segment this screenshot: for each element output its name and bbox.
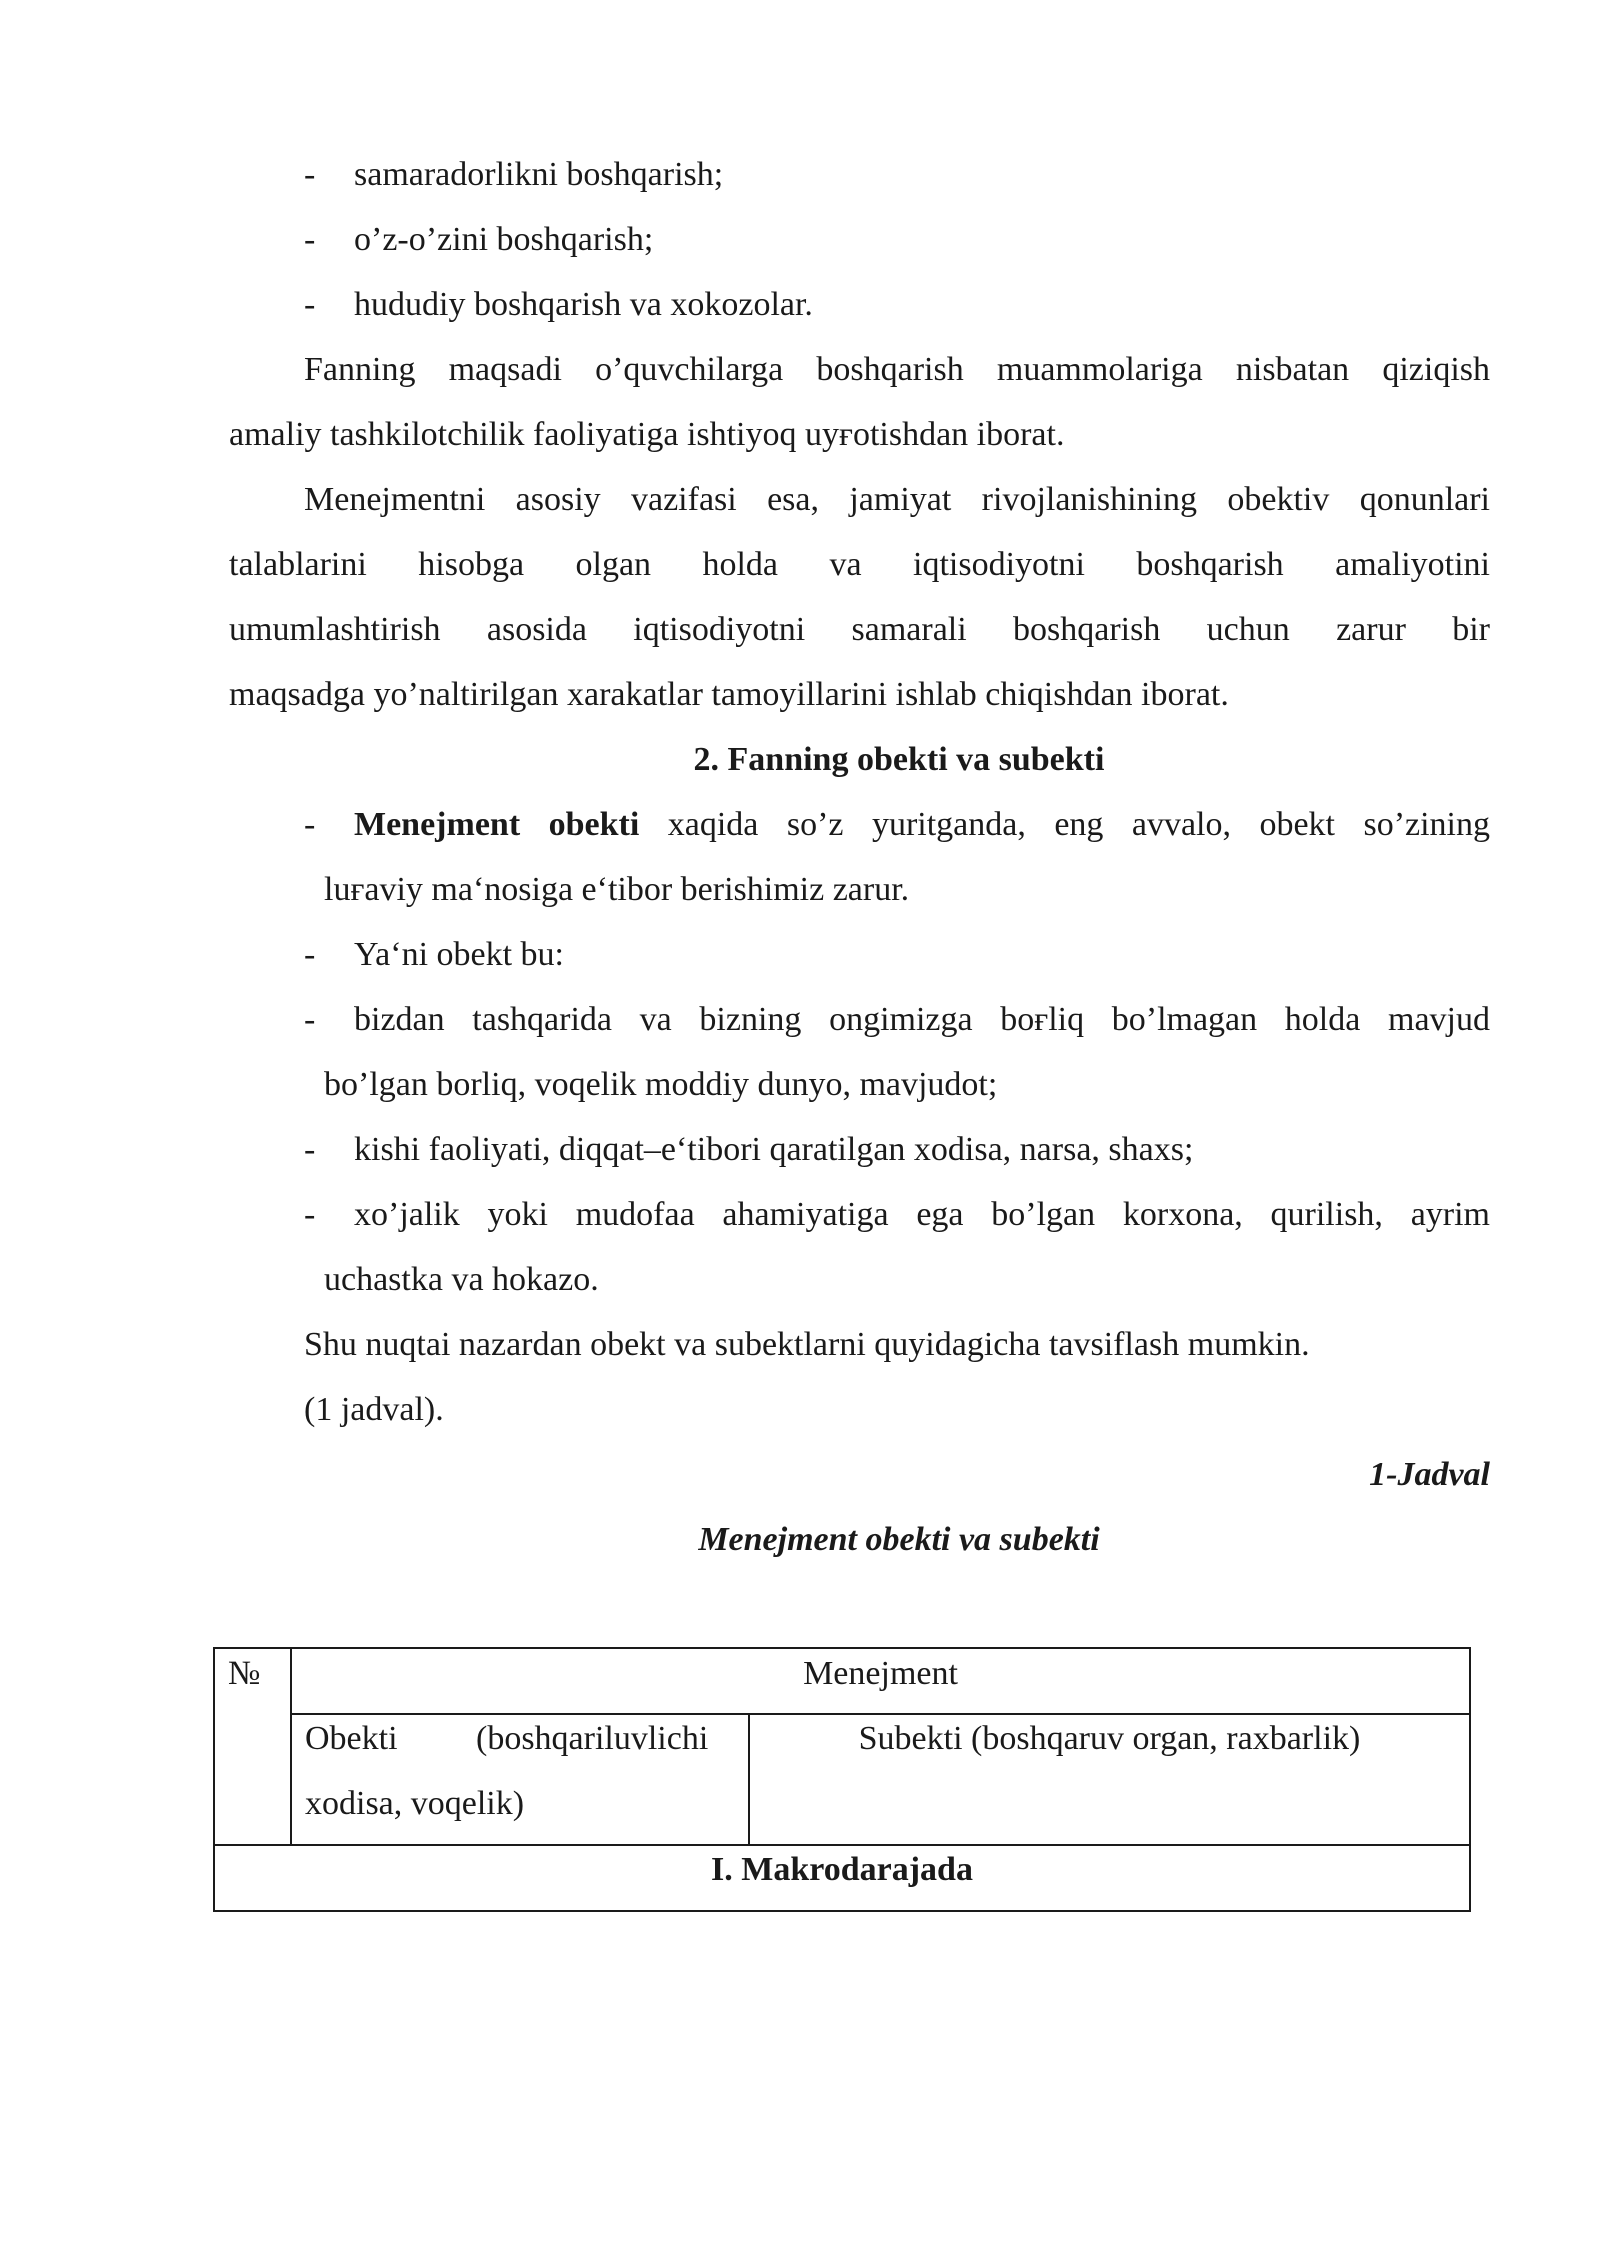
paragraph-line: Fanning maqsadi o’quvchilarga boshqarish muammolariga nisbatan qiziqish (304, 351, 1490, 388)
section-heading: 2. Fanning obekti va subekti (693, 741, 1105, 778)
table-cell-obekti: (boshqariluvlichi (476, 1720, 709, 1757)
paragraph-line: umumlashtirish asosida iqtisodiyotni samarali boshqarish uchun zarur bir (229, 611, 1490, 648)
table-border (213, 1647, 1471, 1649)
list-item-text: xaqida so’z yuritganda, eng avvalo, obekt so’zining (639, 806, 1490, 843)
list-dash: - (304, 1196, 316, 1233)
table-title: Menejment obekti va subekti (698, 1521, 1100, 1558)
table-border (290, 1713, 1471, 1715)
list-dash: - (304, 1001, 316, 1038)
paragraph-line: Shu nuqtai nazardan obekt va subektlarni quyidagicha tavsiflash mumkin. (304, 1326, 1310, 1363)
list-item: bizdan tashqarida va bizning ongimizga boғliq bo’lmagan holda mavjud (354, 1001, 1490, 1038)
table-cell-obekti: xodisa, voqelik) (305, 1785, 525, 1822)
table-label: 1-Jadval (1369, 1456, 1490, 1493)
table-section-row: I. Makrodarajada (711, 1851, 973, 1888)
list-item: hududiy boshqarish va xokozolar. (354, 286, 813, 323)
paragraph-line: maqsadga yo’naltirilgan xarakatlar tamoyillarini ishlab chiqishdan iborat. (229, 676, 1229, 713)
list-item: xo’jalik yoki mudofaa ahamiyatiga ega bo’lgan korxona, qurilish, ayrim (354, 1196, 1490, 1233)
table-cell-main-header: Menejment (803, 1655, 958, 1692)
list-item: o’z-o’zini boshqarish; (354, 221, 654, 258)
list-dash: - (304, 936, 316, 973)
table-border (213, 1844, 1471, 1846)
list-dash: - (304, 1131, 316, 1168)
bold-term: Menejment obekti (354, 806, 640, 843)
list-item: Ya‘ni obekt bu: (354, 936, 564, 973)
list-item: kishi faoliyati, diqqat–e‘tibori qaratilgan xodisa, narsa, shaxs; (354, 1131, 1194, 1168)
list-dash: - (304, 156, 316, 193)
table-cell-number-header: № (228, 1655, 261, 1692)
list-dash: - (304, 221, 316, 258)
list-item-continuation: bo’lgan borliq, voqelik moddiy dunyo, mavjudot; (324, 1066, 998, 1103)
table-cell-obekti: Obekti (305, 1720, 398, 1757)
list-dash: - (304, 286, 316, 323)
list-item (354, 805, 1490, 845)
paragraph-line: talablarini hisobga olgan holda va iqtisodiyotni boshqarish amaliyotini (229, 546, 1490, 583)
table-border (1469, 1647, 1471, 1912)
list-dash: - (304, 806, 316, 843)
table-cell-subekti: Subekti (boshqaruv organ, raxbarlik) (858, 1720, 1361, 1757)
paragraph-line: Menejmentni asosiy vazifasi esa, jamiyat rivojlanishining obektiv qonunlari (304, 481, 1490, 518)
table-border (213, 1910, 1471, 1912)
paragraph-line: amaliy tashkilotchilik faoliyatiga ishtiyoq uyғotishdan iborat. (229, 416, 1065, 453)
paragraph-line: (1 jadval). (304, 1391, 444, 1428)
list-item-continuation: luғaviy ma‘nosiga e‘tibor berishimiz zarur. (324, 871, 910, 908)
list-item-continuation: uchastka va hokazo. (324, 1261, 599, 1298)
list-item: samaradorlikni boshqarish; (354, 156, 724, 193)
